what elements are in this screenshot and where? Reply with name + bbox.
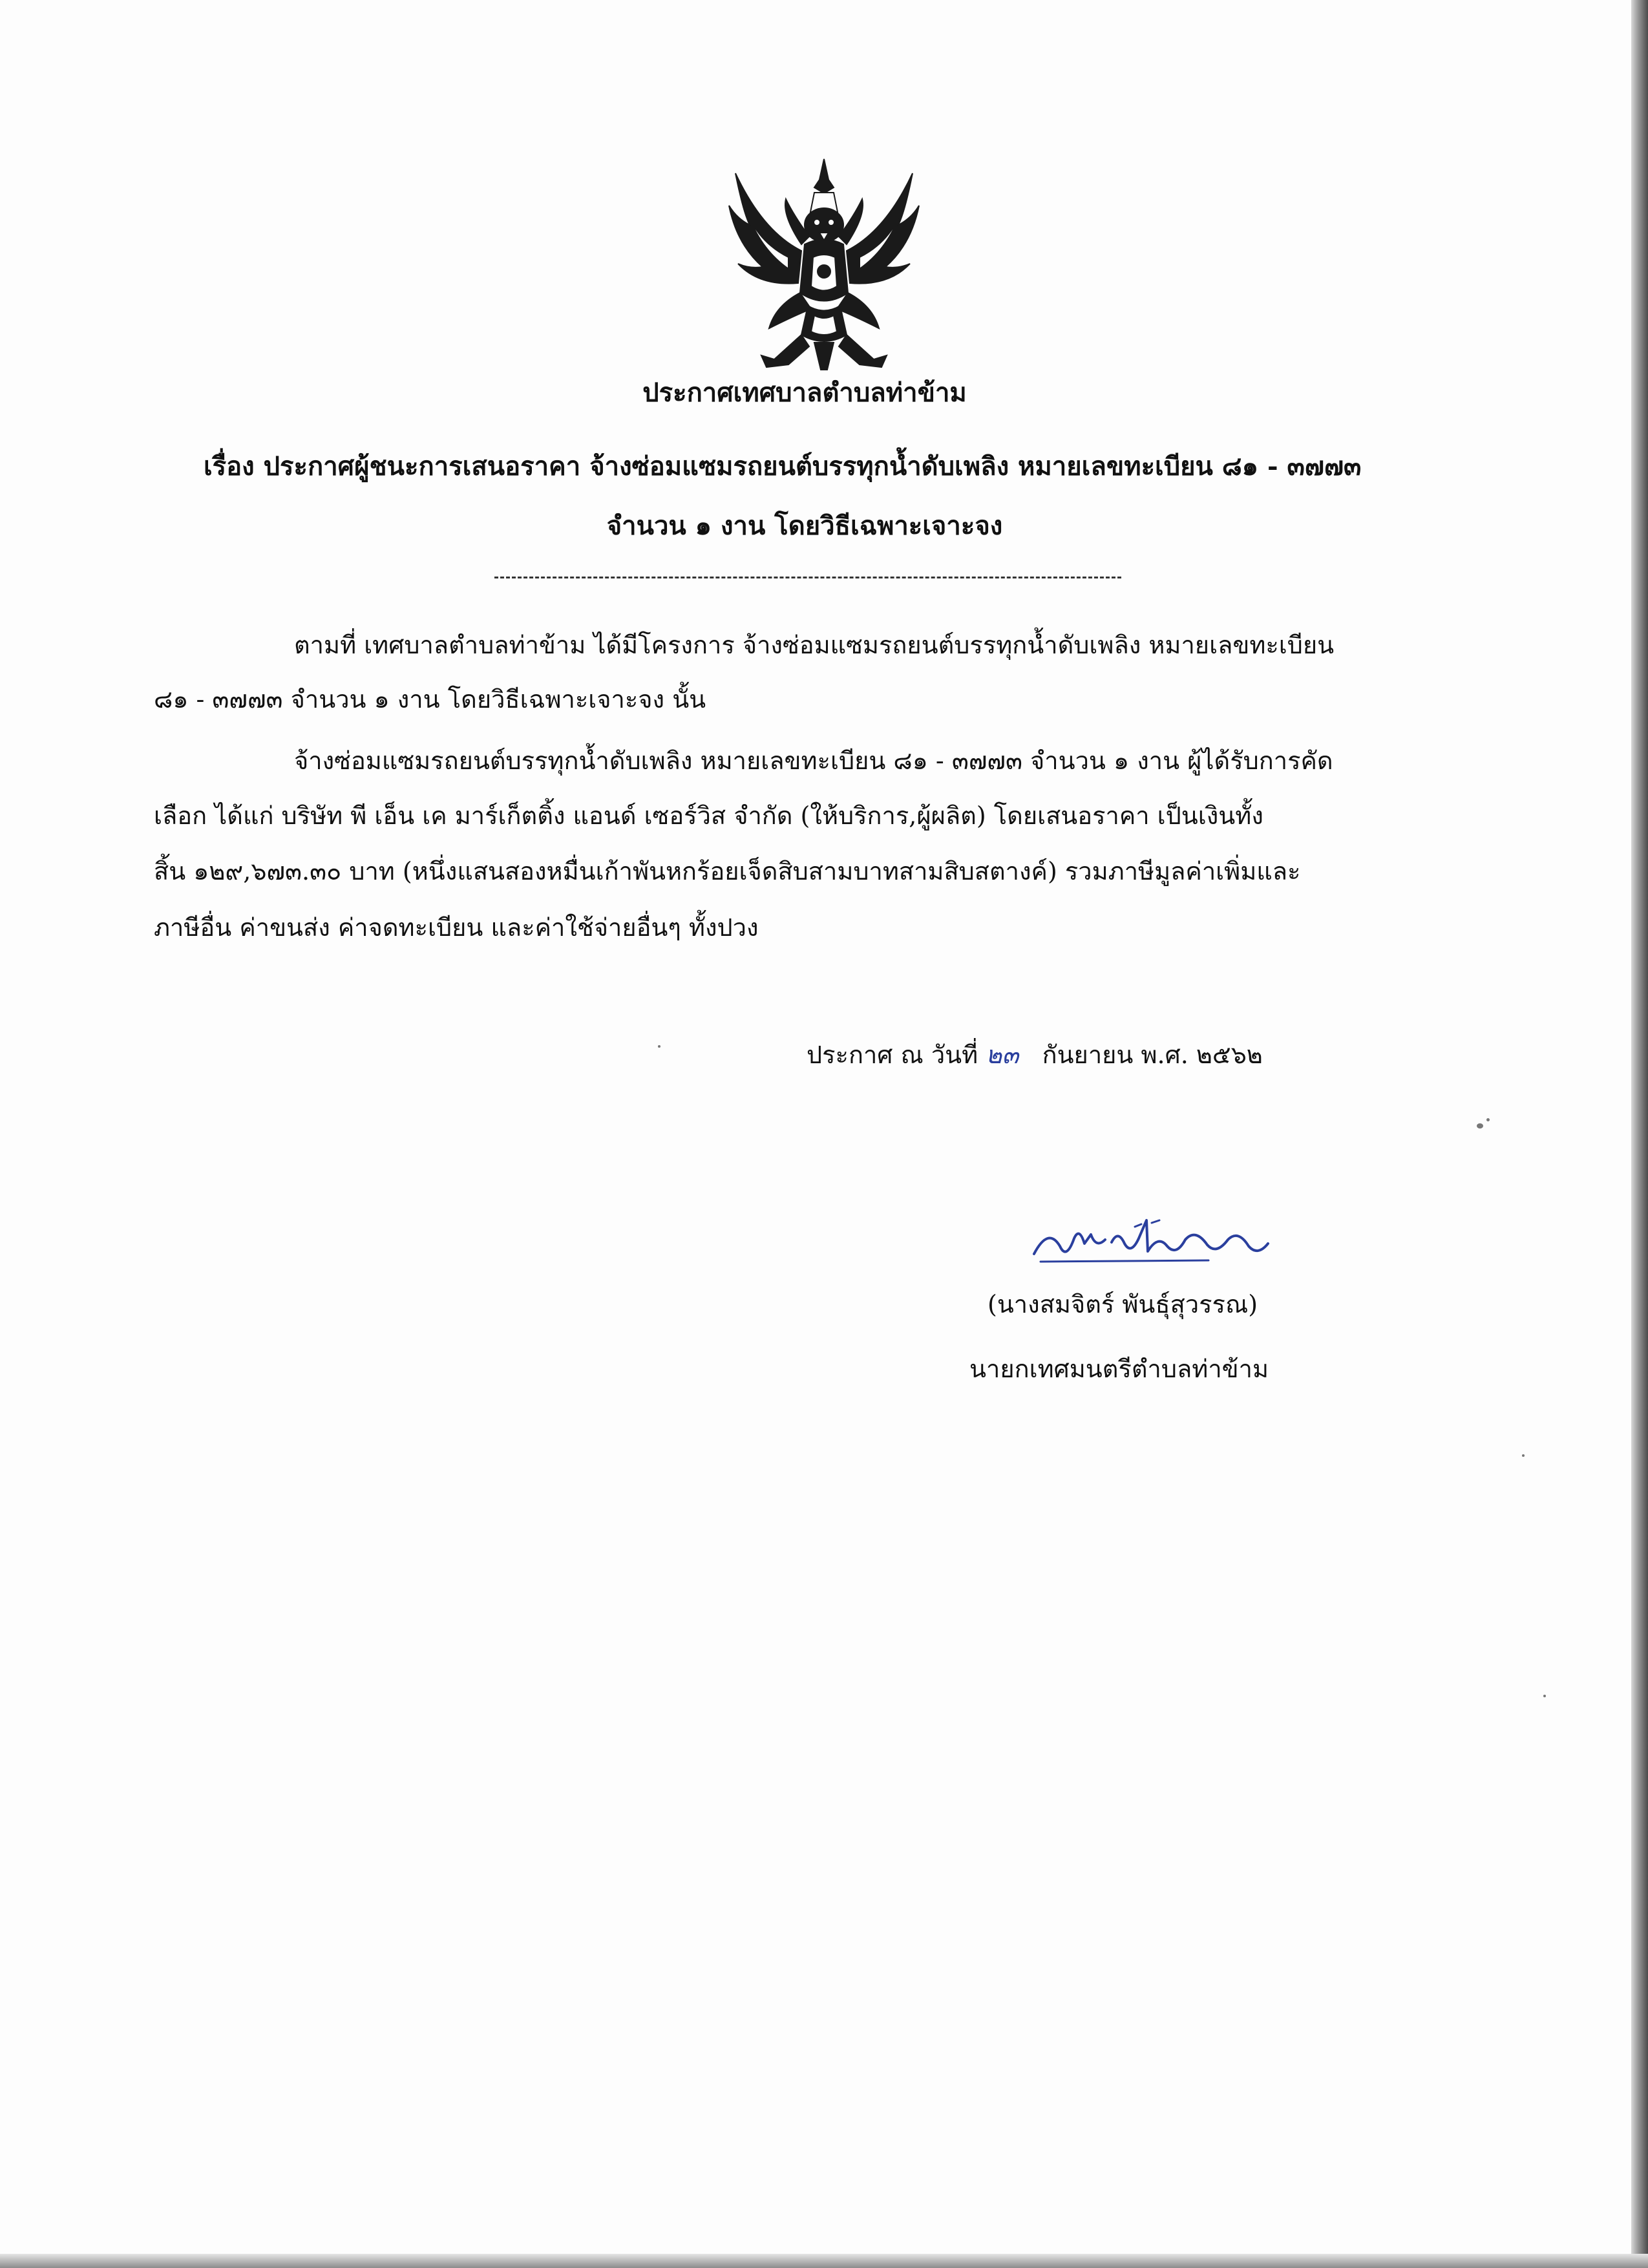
scan-speck [1477, 1123, 1483, 1129]
paragraph-2-line-4: ภาษีอื่น ค่าขนส่ง ค่าจดทะเบียน และค่าใช้จ่ายอื่นๆ ทั้งปวง [154, 913, 759, 942]
signatory-name: (นางสมจิตร์ พันธุ์สุวรรณ) [988, 1290, 1258, 1319]
scan-speck [1543, 1695, 1546, 1697]
signature-handwritten [1015, 1201, 1286, 1272]
title-separator [494, 577, 1121, 578]
date-prefix: ประกาศ ณ วันที่ [807, 1041, 978, 1069]
signatory-position: นายกเทศมนตรีตำบลท่าข้าม [969, 1355, 1269, 1383]
paragraph-1-line-1: ตามที่ เทศบาลตำบลท่าข้าม ได้มีโครงการ จ้างซ่อมแซมรถยนต์บรรทุกน้ำดับเพลิง หมายเลขทะเบียน [294, 631, 1335, 659]
paragraph-2-line-3: สิ้น ๑๒๙,๖๗๓.๓๐ บาท (หนึ่งแสนสองหมื่นเก้าพันหกร้อยเจ็ดสิบสามบาทสามสิบสตางค์) รวมภาษีมูลค่าเพิ่มและ [154, 857, 1301, 885]
garuda-emblem-icon [724, 154, 924, 374]
date-month-year: กันยายน พ.ศ. ๒๕๖๒ [1042, 1041, 1263, 1069]
scan-speck [1522, 1454, 1525, 1457]
document-subject: เรื่อง ประกาศผู้ชนะการเสนอราคา จ้างซ่อมแซมรถยนต์บรรทุกน้ำดับเพลิง หมายเลขทะเบียน ๘๑ - ๓๗๗๓ [204, 451, 1362, 482]
scan-speck [658, 1045, 660, 1048]
scan-edge-bottom [0, 2254, 1648, 2268]
paragraph-1-line-2: ๘๑ - ๓๗๗๓ จำนวน ๑ งาน โดยวิธีเฉพาะเจาะจง นั้น [154, 685, 706, 714]
paragraph-2-line-1: จ้างซ่อมแซมรถยนต์บรรทุกน้ำดับเพลิง หมายเลขทะเบียน ๘๑ - ๓๗๗๓ จำนวน ๑ งาน ผู้ได้รับการคัด [294, 747, 1333, 775]
announcement-date [807, 1035, 1263, 1074]
date-day-handwritten: ๒๓ [986, 1041, 1019, 1069]
paragraph-2-line-2: เลือก ได้แก่ บริษัท พี เอ็น เค มาร์เก็ตติ้ง แอนด์ เซอร์วิส จำกัด (ให้บริการ,ผู้ผลิต) โดยเสนอราคา เป็นเงินทั้ง [154, 801, 1263, 830]
scan-edge-right [1631, 0, 1648, 2268]
document-title: ประกาศเทศบาลตำบลท่าข้าม [642, 377, 967, 408]
document-subject-continued: จำนวน ๑ งาน โดยวิธีเฉพาะเจาะจง [606, 511, 1003, 541]
scan-speck [1486, 1118, 1490, 1121]
